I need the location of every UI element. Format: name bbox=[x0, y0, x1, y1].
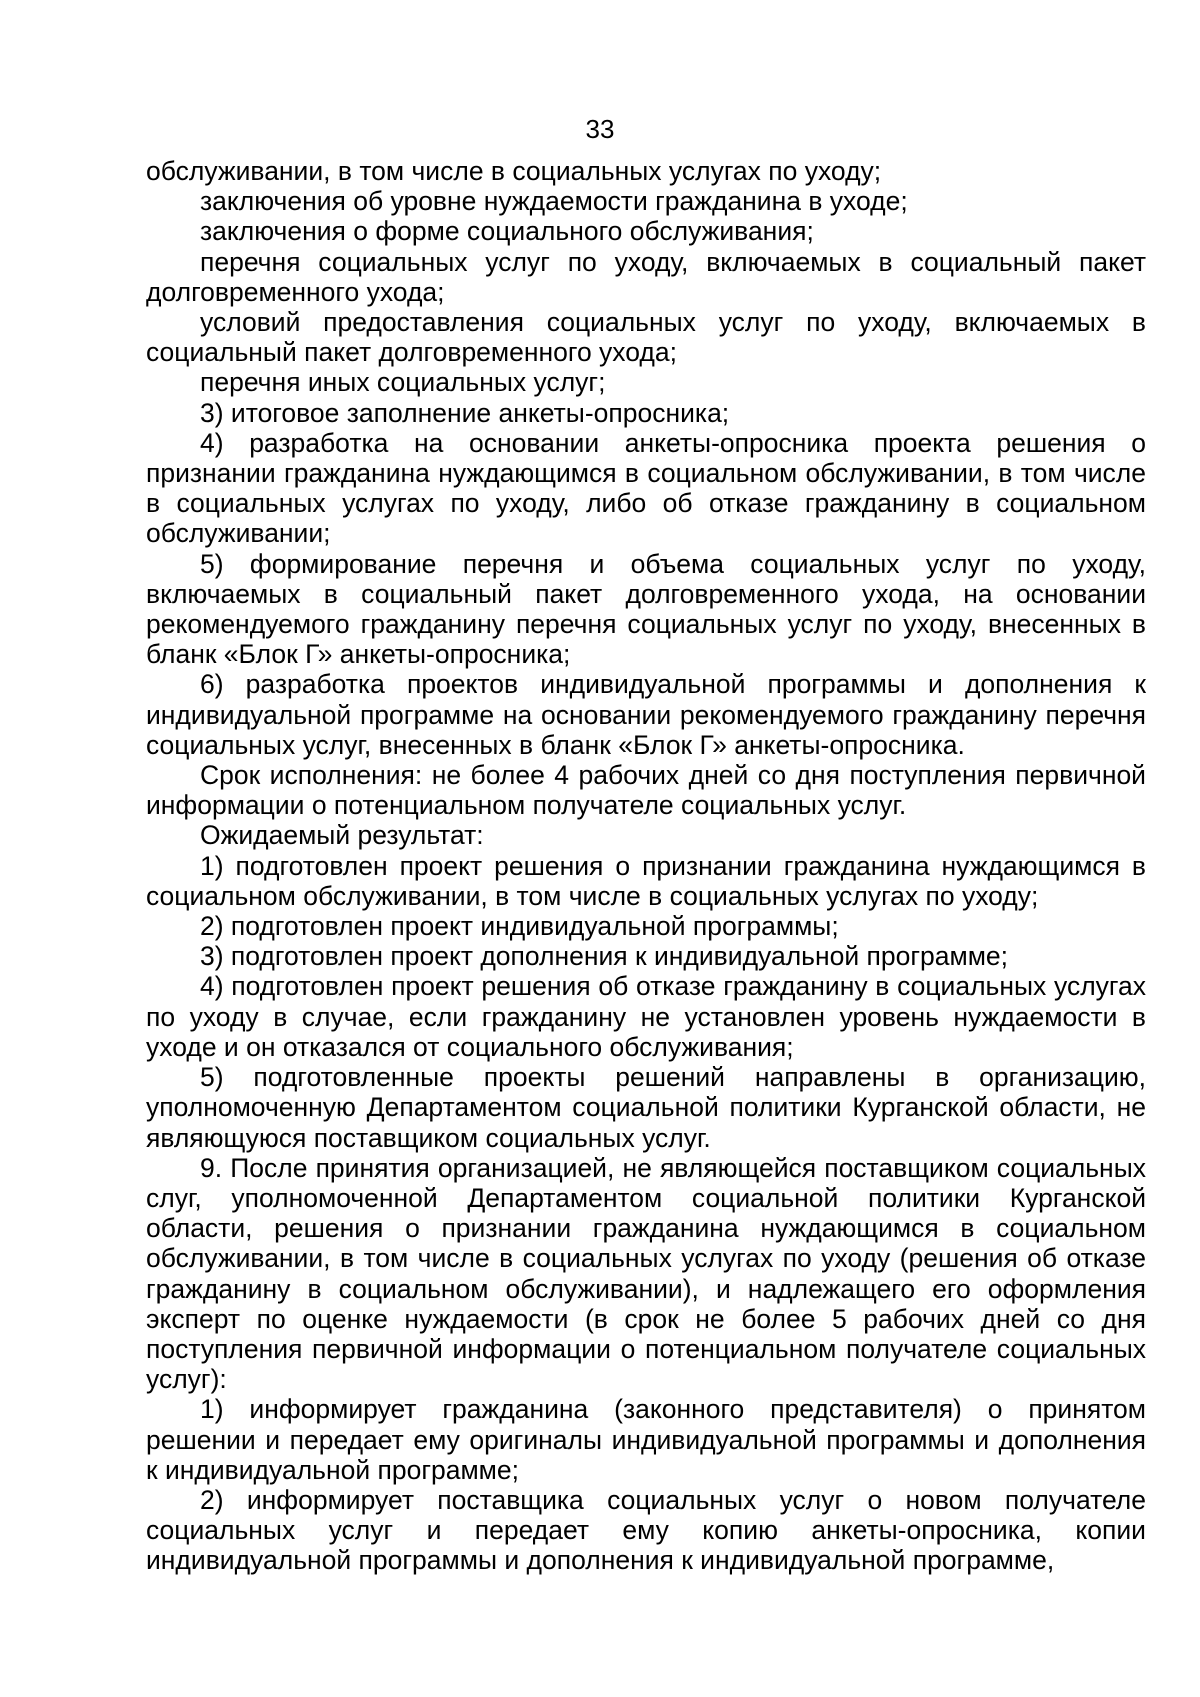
paragraph: 2) подготовлен проект индивидуальной программы; bbox=[200, 911, 839, 942]
paragraph: 5) формирование перечня и объема социальных услуг по уходу, включаемых в социальный пакет долговременного ухода, на основании рекомендуемого гражданину перечня социальных услуг по уходу, внесенных в бланк «Блок Г» анкеты-опросника; bbox=[146, 548, 1146, 670]
paragraph: перечня социальных услуг по уходу, включаемых в социальный пакет долговременного ухода; bbox=[146, 246, 1146, 307]
paragraph: 1) информирует гражданина (законного представителя) о принятом решении и передает ему оригиналы индивидуальной программы и дополнения к индивидуальной программе; bbox=[146, 1394, 1146, 1485]
document-body bbox=[146, 156, 1146, 1576]
paragraph: 4) разработка на основании анкеты-опросника проекта решения о признании гражданина нуждающимся в социальном обслуживании, в том числе в социальных услугах по уходу, либо об отказе гражданину в социальном обслуживании; bbox=[146, 427, 1146, 549]
paragraph: 1) подготовлен проект решения о признании гражданина нуждающимся в социальном обслуживании, в том числе в социальных услугах по уходу; bbox=[146, 850, 1146, 911]
paragraph: 6) разработка проектов индивидуальной программы и дополнения к индивидуальной программе на основании рекомендуемого гражданину перечня социальных услуг, внесенных в бланк «Блок Г» анкеты-опросника. bbox=[146, 669, 1146, 760]
paragraph: 3) подготовлен проект дополнения к индивидуальной программе; bbox=[200, 941, 1009, 972]
paragraph: 4) подготовлен проект решения об отказе гражданину в социальных услугах по уходу в случае, если гражданину не установлен уровень нуждаемости в уходе и он отказался от социального обслуживания; bbox=[146, 971, 1146, 1062]
paragraph: обслуживании, в том числе в социальных услугах по уходу; bbox=[146, 156, 882, 186]
paragraph: 9. После принятия организацией, не являющейся поставщиком социальных слуг, уполномоченной Департаментом социальной политики Курганской области, решения о признании гражданина нуждающимся в социальном обслуживании, в том числе в социальных услугах по уходу (решения об отказе гражданину в социальном обслуживании), и надлежащего его оформления эксперт по оценке нуждаемости (в срок не более 5 рабочих дней со дня поступления первичной информации о потенциальном получателе социальных услуг): bbox=[146, 1152, 1146, 1395]
paragraph: 2) информирует поставщика социальных услуг о новом получателе социальных услуг и передает ему копию анкеты-опросника, копии индивидуальной программы и дополнения к индивидуальной программе, bbox=[146, 1484, 1146, 1576]
paragraph: заключения об уровне нуждаемости гражданина в уходе; bbox=[200, 186, 908, 217]
paragraph: заключения о форме социального обслуживания; bbox=[200, 216, 814, 247]
paragraph: 5) подготовленные проекты решений направлены в организацию, уполномоченную Департаментом социальной политики Курганской области, не являющуюся поставщиком социальных услуг. bbox=[146, 1062, 1146, 1153]
paragraph: Ожидаемый результат: bbox=[200, 820, 484, 851]
paragraph: перечня иных социальных услуг; bbox=[200, 367, 606, 398]
paragraph: условий предоставления социальных услуг по уходу, включаемых в социальный пакет долговременного ухода; bbox=[146, 307, 1146, 368]
page-number: 33 bbox=[585, 114, 615, 144]
paragraph: 3) итоговое заполнение анкеты-опросника; bbox=[200, 397, 730, 428]
paragraph: Срок исполнения: не более 4 рабочих дней со дня поступления первичной информации о потенциальном получателе социальных услуг. bbox=[146, 760, 1146, 821]
